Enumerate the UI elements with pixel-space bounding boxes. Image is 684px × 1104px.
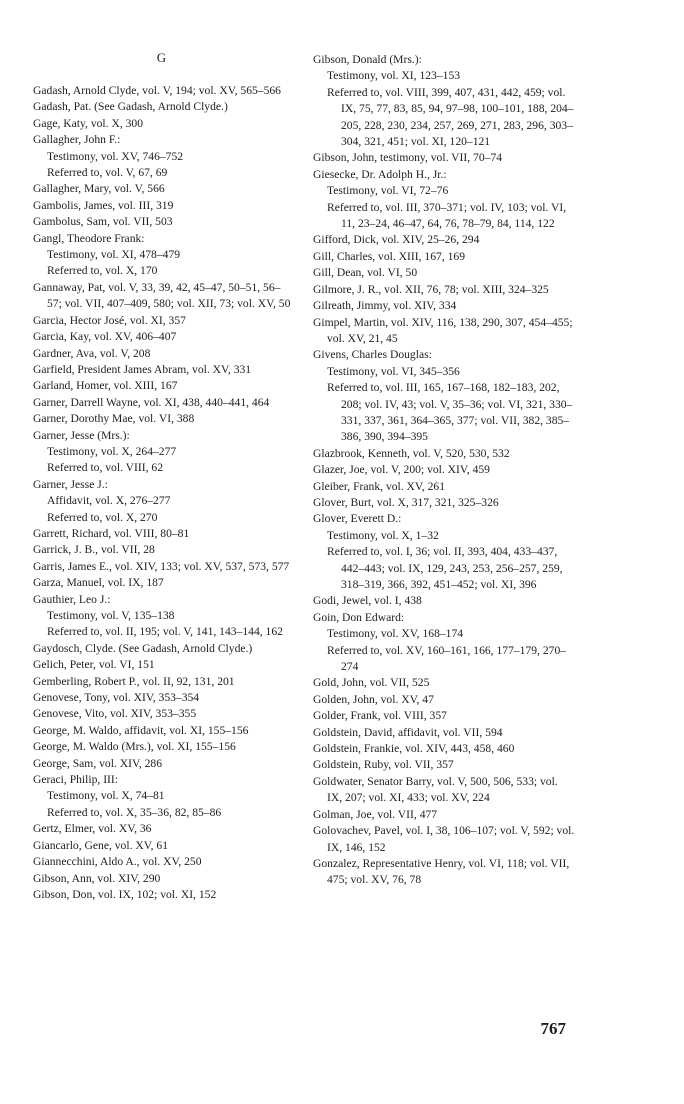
index-entry: Garrick, J. B., vol. VII, 28	[33, 543, 155, 557]
index-entry: Gilmore, J. R., vol. XII, 76, 78; vol. XIII, 324–325	[313, 282, 549, 296]
index-entry: Gauthier, Leo J.:	[33, 592, 111, 606]
index-entry: Gifford, Dick, vol. XIV, 25–26, 294	[313, 233, 480, 247]
index-entry: Gibson, Donald (Mrs.):	[313, 53, 422, 66]
index-entry: Goldstein, Frankie, vol. XIV, 443, 458, 460	[313, 742, 515, 756]
index-entry: Gill, Charles, vol. XIII, 167, 169	[313, 249, 465, 263]
index-entry: Golden, John, vol. XV, 47	[313, 692, 434, 706]
index-entry: Garcia, Kay, vol. XV, 406–407	[33, 330, 177, 344]
index-entry: Gertz, Elmer, vol. XV, 36	[33, 822, 152, 836]
index-entry: Glazer, Joe, vol. V, 200; vol. XIV, 459	[313, 463, 490, 477]
index-entry: Goldstein, David, affidavit, vol. VII, 594	[313, 725, 503, 739]
index-entry: Gage, Katy, vol. X, 300	[33, 116, 144, 130]
index-entry: Gimpel, Martin, vol. XIV, 116, 138, 290, 307, 454–455; vol. XV, 21, 45	[313, 315, 573, 345]
index-entry: Golovachev, Pavel, vol. I, 38, 106–107; vol. V, 592; vol. IX, 146, 152	[313, 824, 575, 854]
right-column	[313, 52, 575, 889]
index-entry: Glover, Everett D.:	[313, 512, 402, 526]
left-column	[33, 52, 291, 903]
index-entry: Genovese, Vito, vol. XIV, 353–355	[33, 707, 197, 721]
index-entry: Testimony, vol. XV, 746–752	[47, 149, 184, 163]
index-entry: Goldwater, Senator Barry, vol. V, 500, 506, 533; vol. IX, 207; vol. XI, 433; vol. XV, 224	[313, 774, 558, 805]
index-entry: Gibson, Don, vol. IX, 102; vol. XI, 152	[33, 887, 217, 901]
index-entry: Gallagher, John F.:	[33, 133, 121, 147]
index-entry: Testimony, vol. X, 1–32	[327, 528, 439, 542]
index-entry: Glover, Burt, vol. X, 317, 321, 325–326	[313, 495, 499, 509]
index-entry: George, M. Waldo, affidavit, vol. XI, 155–156	[33, 723, 249, 737]
index-entry: Garrett, Richard, vol. VIII, 80–81	[33, 526, 190, 540]
index-entry: Genovese, Tony, vol. XIV, 353–354	[33, 691, 200, 705]
index-entry: Golman, Joe, vol. VII, 477	[313, 807, 438, 821]
index-entry: Garner, Darrell Wayne, vol. XI, 438, 440–441, 464	[33, 395, 270, 409]
index-entry: Gallagher, Mary, vol. V, 566	[33, 182, 165, 196]
index-entry: Gaydosch, Clyde. (See Gadash, Arnold Clyde.)	[33, 641, 253, 655]
index-entry: Testimony, vol. V, 135–138	[47, 609, 175, 622]
index-entry: Referred to, vol. VIII, 62	[47, 461, 164, 475]
index-entry: George, Sam, vol. XIV, 286	[33, 756, 163, 770]
left-entries	[33, 83, 291, 903]
index-entry: Gangl, Theodore Frank:	[33, 231, 145, 245]
index-entry: Testimony, vol. XI, 478–479	[47, 248, 181, 262]
index-entry: Gibson, Ann, vol. XIV, 290	[33, 871, 161, 885]
index-entry: Geraci, Philip, III:	[33, 773, 118, 787]
index-entry: Referred to, vol. X, 270	[47, 510, 158, 524]
index-entry: Givens, Charles Douglas:	[313, 348, 432, 362]
section-letter: G	[156, 50, 168, 65]
index-entry: Garland, Homer, vol. XIII, 167	[33, 379, 178, 393]
index-entry: Gelich, Peter, vol. VI, 151	[33, 658, 155, 672]
index-entry: Gold, John, vol. VII, 525	[313, 676, 430, 690]
index-entry: Referred to, vol. X, 35–36, 82, 85–86	[47, 805, 222, 819]
page-number: 767	[540, 1019, 566, 1038]
index-entry: Goldstein, Ruby, vol. VII, 357	[313, 758, 454, 772]
index-entry: Referred to, vol. I, 36; vol. II, 393, 404, 433–437, 442–443; vol. IX, 129, 243, 253, 256–257, 259, 318–319, 366, 392, 451–452; vol. XI, 396	[327, 545, 563, 591]
index-entry: Referred to, vol. II, 195; vol. V, 141, 143–144, 162	[47, 625, 283, 639]
index-entry: Testimony, vol. X, 74–81	[47, 789, 165, 803]
index-entry: Gambolus, Sam, vol. VII, 503	[33, 215, 173, 229]
index-entry: Testimony, vol. XV, 168–174	[327, 627, 464, 641]
index-entry: Garner, Jesse (Mrs.):	[33, 428, 130, 442]
index-entry: Gilreath, Jimmy, vol. XIV, 334	[313, 299, 457, 313]
index-entry: Gadash, Arnold Clyde, vol. V, 194; vol. XV, 565–566	[33, 84, 281, 97]
index-entry: Testimony, vol. XI, 123–153	[327, 69, 461, 83]
index-entry: Garfield, President James Abram, vol. XV, 331	[33, 362, 252, 376]
index-entry: George, M. Waldo (Mrs.), vol. XI, 155–156	[33, 740, 236, 754]
index-entry: Garcia, Hector José, vol. XI, 357	[33, 313, 186, 327]
index-entry: Gonzalez, Representative Henry, vol. VI, 118; vol. VII, 475; vol. XV, 76, 78	[313, 856, 570, 887]
index-entry: Gadash, Pat. (See Gadash, Arnold Clyde.)	[33, 100, 228, 114]
index-entry: Gambolis, James, vol. III, 319	[33, 198, 174, 212]
index-entry: Testimony, vol. VI, 72–76	[327, 184, 449, 198]
index-entry: Garner, Dorothy Mae, vol. VI, 388	[33, 412, 195, 426]
index-entry: Giesecke, Dr. Adolph H., Jr.:	[313, 167, 447, 181]
right-entries	[313, 52, 575, 889]
index-entry: Referred to, vol. III, 165, 167–168, 182–183, 202, 208; vol. IV, 43; vol. V, 35–36; vol. VI, 321, 330–331, 337, 361, 364–365, 377; vol. VII, 382, 385–386, 390, 394–395	[327, 381, 573, 444]
index-entry: Garris, James E., vol. XIV, 133; vol. XV, 537, 573, 577	[33, 559, 290, 573]
index-entry: Godi, Jewel, vol. I, 438	[313, 594, 422, 608]
index-entry: Goin, Don Edward:	[313, 610, 405, 624]
index-entry: Giancarlo, Gene, vol. XV, 61	[33, 838, 169, 852]
index-entry: Giannecchini, Aldo A., vol. XV, 250	[33, 855, 202, 869]
index-entry: Gibson, John, testimony, vol. VII, 70–74	[313, 151, 503, 165]
index-entry: Gannaway, Pat, vol. V, 33, 39, 42, 45–47, 50–51, 56–57; vol. VII, 407–409, 580; vol. XII, 73; vol. XV, 50	[33, 280, 291, 311]
index-entry: Glazbrook, Kenneth, vol. V, 520, 530, 532	[313, 446, 510, 460]
index-entry: Golder, Frank, vol. VIII, 357	[313, 709, 447, 723]
index-entry: Garner, Jesse J.:	[33, 477, 108, 491]
index-entry: Referred to, vol. VIII, 399, 407, 431, 442, 459; vol. IX, 75, 77, 83, 85, 94, 97–98, 100–101, 188, 204–205, 228, 230, 234, 257, 269, 271, 283, 296, 303–304, 321, 451; vol. XI, 120–121	[327, 85, 574, 149]
index-entry: Affidavit, vol. X, 276–277	[47, 494, 171, 508]
index-entry: Gleiber, Frank, vol. XV, 261	[313, 479, 445, 493]
index-entry: Testimony, vol. X, 264–277	[47, 444, 177, 458]
index-entry: Gill, Dean, vol. VI, 50	[313, 266, 418, 280]
index-entry: Referred to, vol. XV, 160–161, 166, 177–179, 270–274	[327, 643, 567, 674]
index-entry: Testimony, vol. VI, 345–356	[327, 364, 460, 378]
index-entry: Referred to, vol. III, 370–371; vol. IV, 103; vol. VI, 11, 23–24, 46–47, 64, 76, 78–79, 84, 114, 122	[327, 200, 567, 231]
index-entry: Gemberling, Robert P., vol. II, 92, 131, 201	[33, 674, 235, 688]
index-entry: Garza, Manuel, vol. IX, 187	[33, 576, 164, 590]
index-entry: Referred to, vol. X, 170	[47, 264, 158, 278]
index-entry: Gardner, Ava, vol. V, 208	[33, 346, 151, 360]
index-entry: Referred to, vol. V, 67, 69	[47, 166, 168, 180]
